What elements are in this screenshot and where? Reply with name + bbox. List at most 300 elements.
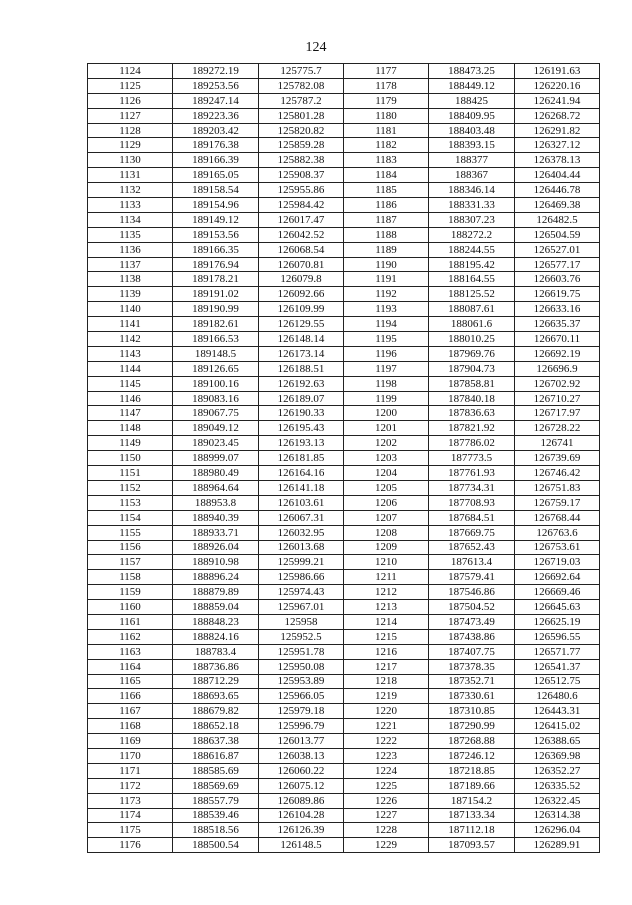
- x-coordinate-cell: 187330.61: [429, 689, 515, 704]
- x-coordinate-cell: 187858.81: [429, 376, 515, 391]
- y-coordinate-cell: 126369.98: [515, 748, 600, 763]
- point-number-cell: 1224: [344, 763, 429, 778]
- y-coordinate-cell: 126378.13: [515, 153, 600, 168]
- y-coordinate-cell: 126482.5: [515, 212, 600, 227]
- table-row: [88, 480, 600, 495]
- y-coordinate-cell: 126296.04: [515, 823, 600, 838]
- y-coordinate-cell: 126241.94: [515, 93, 600, 108]
- table-row: [88, 302, 600, 317]
- point-number-cell: 1225: [344, 778, 429, 793]
- y-coordinate-cell: 126504.59: [515, 227, 600, 242]
- x-coordinate-cell: 188940.39: [173, 510, 259, 525]
- y-coordinate-cell: 126190.33: [259, 406, 344, 421]
- point-number-cell: 1129: [88, 138, 173, 153]
- y-coordinate-cell: 126314.38: [515, 808, 600, 823]
- point-number-cell: 1162: [88, 629, 173, 644]
- point-number-cell: 1157: [88, 555, 173, 570]
- x-coordinate-cell: 188331.33: [429, 198, 515, 213]
- table-row: [88, 361, 600, 376]
- table-row: [88, 227, 600, 242]
- point-number-cell: 1158: [88, 570, 173, 585]
- point-number-cell: 1187: [344, 212, 429, 227]
- x-coordinate-cell: 188367: [429, 168, 515, 183]
- point-number-cell: 1218: [344, 674, 429, 689]
- page-number: 124: [305, 40, 327, 55]
- y-coordinate-cell: 126104.28: [259, 808, 344, 823]
- point-number-cell: 1183: [344, 153, 429, 168]
- x-coordinate-cell: 189100.16: [173, 376, 259, 391]
- y-coordinate-cell: 126446.78: [515, 183, 600, 198]
- x-coordinate-cell: 188393.15: [429, 138, 515, 153]
- x-coordinate-cell: 187189.66: [429, 778, 515, 793]
- y-coordinate-cell: 126188.51: [259, 361, 344, 376]
- table-row: [88, 793, 600, 808]
- table-row: [88, 78, 600, 93]
- table-row: [88, 421, 600, 436]
- point-number-cell: 1155: [88, 525, 173, 540]
- point-number-cell: 1184: [344, 168, 429, 183]
- y-coordinate-cell: 125955.86: [259, 183, 344, 198]
- point-number-cell: 1216: [344, 644, 429, 659]
- point-number-cell: 1176: [88, 838, 173, 853]
- x-coordinate-cell: 187473.49: [429, 614, 515, 629]
- point-number-cell: 1192: [344, 287, 429, 302]
- point-number-cell: 1154: [88, 510, 173, 525]
- point-number-cell: 1145: [88, 376, 173, 391]
- y-coordinate-cell: 126596.55: [515, 629, 600, 644]
- point-number-cell: 1197: [344, 361, 429, 376]
- y-coordinate-cell: 125950.08: [259, 659, 344, 674]
- y-coordinate-cell: 126126.39: [259, 823, 344, 838]
- y-coordinate-cell: 125984.42: [259, 198, 344, 213]
- y-coordinate-cell: 126415.02: [515, 719, 600, 734]
- x-coordinate-cell: 188652.18: [173, 719, 259, 734]
- x-coordinate-cell: 189023.45: [173, 436, 259, 451]
- table-row: [88, 391, 600, 406]
- x-coordinate-cell: 187786.02: [429, 436, 515, 451]
- x-coordinate-cell: 187133.34: [429, 808, 515, 823]
- point-number-cell: 1167: [88, 704, 173, 719]
- point-number-cell: 1217: [344, 659, 429, 674]
- x-coordinate-cell: 188879.89: [173, 585, 259, 600]
- y-coordinate-cell: 125951.78: [259, 644, 344, 659]
- y-coordinate-cell: 126619.75: [515, 287, 600, 302]
- x-coordinate-cell: 188910.98: [173, 555, 259, 570]
- y-coordinate-cell: 125958: [259, 614, 344, 629]
- point-number-cell: 1179: [344, 93, 429, 108]
- y-coordinate-cell: 126191.63: [515, 64, 600, 79]
- y-coordinate-cell: 126327.12: [515, 138, 600, 153]
- y-coordinate-cell: 125882.38: [259, 153, 344, 168]
- y-coordinate-cell: 126291.82: [515, 123, 600, 138]
- point-number-cell: 1214: [344, 614, 429, 629]
- y-coordinate-cell: 126220.16: [515, 78, 600, 93]
- coordinates-table: [87, 63, 600, 853]
- point-number-cell: 1141: [88, 317, 173, 332]
- point-number-cell: 1173: [88, 793, 173, 808]
- x-coordinate-cell: 189182.61: [173, 317, 259, 332]
- x-coordinate-cell: 187290.99: [429, 719, 515, 734]
- point-number-cell: 1220: [344, 704, 429, 719]
- point-number-cell: 1161: [88, 614, 173, 629]
- x-coordinate-cell: 187761.93: [429, 466, 515, 481]
- x-coordinate-cell: 188125.52: [429, 287, 515, 302]
- y-coordinate-cell: 126480.6: [515, 689, 600, 704]
- y-coordinate-cell: 126739.69: [515, 451, 600, 466]
- point-number-cell: 1175: [88, 823, 173, 838]
- y-coordinate-cell: 126068.54: [259, 242, 344, 257]
- y-coordinate-cell: 126759.17: [515, 495, 600, 510]
- y-coordinate-cell: 125986.66: [259, 570, 344, 585]
- y-coordinate-cell: 126751.83: [515, 480, 600, 495]
- x-coordinate-cell: 187836.63: [429, 406, 515, 421]
- x-coordinate-cell: 189083.16: [173, 391, 259, 406]
- point-number-cell: 1199: [344, 391, 429, 406]
- y-coordinate-cell: 126702.92: [515, 376, 600, 391]
- point-number-cell: 1228: [344, 823, 429, 838]
- y-coordinate-cell: 126089.86: [259, 793, 344, 808]
- x-coordinate-cell: 189154.96: [173, 198, 259, 213]
- y-coordinate-cell: 126148.5: [259, 838, 344, 853]
- point-number-cell: 1142: [88, 332, 173, 347]
- x-coordinate-cell: 188307.23: [429, 212, 515, 227]
- x-coordinate-cell: 188933.71: [173, 525, 259, 540]
- x-coordinate-cell: 188693.65: [173, 689, 259, 704]
- x-coordinate-cell: 189158.54: [173, 183, 259, 198]
- point-number-cell: 1128: [88, 123, 173, 138]
- x-coordinate-cell: 188585.69: [173, 763, 259, 778]
- table-row: [88, 257, 600, 272]
- y-coordinate-cell: 126075.12: [259, 778, 344, 793]
- point-number-cell: 1227: [344, 808, 429, 823]
- table-row: [88, 734, 600, 749]
- x-coordinate-cell: 187154.2: [429, 793, 515, 808]
- x-coordinate-cell: 189149.12: [173, 212, 259, 227]
- point-number-cell: 1213: [344, 600, 429, 615]
- point-number-cell: 1137: [88, 257, 173, 272]
- table-row: [88, 689, 600, 704]
- point-number-cell: 1172: [88, 778, 173, 793]
- x-coordinate-cell: 188473.25: [429, 64, 515, 79]
- point-number-cell: 1125: [88, 78, 173, 93]
- x-coordinate-cell: 188736.86: [173, 659, 259, 674]
- point-number-cell: 1149: [88, 436, 173, 451]
- x-coordinate-cell: 188999.07: [173, 451, 259, 466]
- y-coordinate-cell: 126181.85: [259, 451, 344, 466]
- point-number-cell: 1127: [88, 108, 173, 123]
- x-coordinate-cell: 189190.99: [173, 302, 259, 317]
- y-coordinate-cell: 126060.22: [259, 763, 344, 778]
- point-number-cell: 1131: [88, 168, 173, 183]
- point-number-cell: 1139: [88, 287, 173, 302]
- x-coordinate-cell: 189178.21: [173, 272, 259, 287]
- table-row: [88, 704, 600, 719]
- point-number-cell: 1156: [88, 540, 173, 555]
- y-coordinate-cell: 125859.28: [259, 138, 344, 153]
- y-coordinate-cell: 126017.47: [259, 212, 344, 227]
- x-coordinate-cell: 188346.14: [429, 183, 515, 198]
- x-coordinate-cell: 188164.55: [429, 272, 515, 287]
- point-number-cell: 1163: [88, 644, 173, 659]
- y-coordinate-cell: 126768.44: [515, 510, 600, 525]
- y-coordinate-cell: 125953.89: [259, 674, 344, 689]
- table-row: [88, 272, 600, 287]
- point-number-cell: 1168: [88, 719, 173, 734]
- table-row: [88, 317, 600, 332]
- point-number-cell: 1140: [88, 302, 173, 317]
- y-coordinate-cell: 126289.91: [515, 838, 600, 853]
- x-coordinate-cell: 189165.05: [173, 168, 259, 183]
- point-number-cell: 1196: [344, 346, 429, 361]
- table-row: [88, 600, 600, 615]
- point-number-cell: 1210: [344, 555, 429, 570]
- table-row: [88, 555, 600, 570]
- x-coordinate-cell: 188010.25: [429, 332, 515, 347]
- table-row: [88, 763, 600, 778]
- y-coordinate-cell: 125820.82: [259, 123, 344, 138]
- x-coordinate-cell: 187669.75: [429, 525, 515, 540]
- x-coordinate-cell: 187438.86: [429, 629, 515, 644]
- point-number-cell: 1180: [344, 108, 429, 123]
- point-number-cell: 1171: [88, 763, 173, 778]
- point-number-cell: 1200: [344, 406, 429, 421]
- point-number-cell: 1151: [88, 466, 173, 481]
- y-coordinate-cell: 125979.18: [259, 704, 344, 719]
- point-number-cell: 1203: [344, 451, 429, 466]
- point-number-cell: 1201: [344, 421, 429, 436]
- table-row: [88, 123, 600, 138]
- table-row: [88, 614, 600, 629]
- point-number-cell: 1147: [88, 406, 173, 421]
- x-coordinate-cell: 187546.86: [429, 585, 515, 600]
- point-number-cell: 1130: [88, 153, 173, 168]
- y-coordinate-cell: 126079.8: [259, 272, 344, 287]
- x-coordinate-cell: 189166.35: [173, 242, 259, 257]
- y-coordinate-cell: 126042.52: [259, 227, 344, 242]
- point-number-cell: 1202: [344, 436, 429, 451]
- point-number-cell: 1152: [88, 480, 173, 495]
- x-coordinate-cell: 188964.64: [173, 480, 259, 495]
- x-coordinate-cell: 189203.42: [173, 123, 259, 138]
- y-coordinate-cell: 126148.14: [259, 332, 344, 347]
- point-number-cell: 1181: [344, 123, 429, 138]
- x-coordinate-cell: 188980.49: [173, 466, 259, 481]
- x-coordinate-cell: 189247.14: [173, 93, 259, 108]
- x-coordinate-cell: 188377: [429, 153, 515, 168]
- y-coordinate-cell: 125966.05: [259, 689, 344, 704]
- table-row: [88, 510, 600, 525]
- y-coordinate-cell: 126070.81: [259, 257, 344, 272]
- y-coordinate-cell: 126633.16: [515, 302, 600, 317]
- y-coordinate-cell: 126512.75: [515, 674, 600, 689]
- x-coordinate-cell: 187773.5: [429, 451, 515, 466]
- x-coordinate-cell: 189253.56: [173, 78, 259, 93]
- point-number-cell: 1211: [344, 570, 429, 585]
- x-coordinate-cell: 189223.36: [173, 108, 259, 123]
- point-number-cell: 1223: [344, 748, 429, 763]
- table-row: [88, 376, 600, 391]
- y-coordinate-cell: 126268.72: [515, 108, 600, 123]
- x-coordinate-cell: 188061.6: [429, 317, 515, 332]
- point-number-cell: 1134: [88, 212, 173, 227]
- y-coordinate-cell: 126719.03: [515, 555, 600, 570]
- point-number-cell: 1165: [88, 674, 173, 689]
- x-coordinate-cell: 188425: [429, 93, 515, 108]
- x-coordinate-cell: 188087.61: [429, 302, 515, 317]
- table-row: [88, 466, 600, 481]
- table-row: [88, 406, 600, 421]
- point-number-cell: 1204: [344, 466, 429, 481]
- x-coordinate-cell: 187613.4: [429, 555, 515, 570]
- x-coordinate-cell: 187504.52: [429, 600, 515, 615]
- y-coordinate-cell: 126195.43: [259, 421, 344, 436]
- x-coordinate-cell: 188569.69: [173, 778, 259, 793]
- table-row: [88, 808, 600, 823]
- table-row: [88, 778, 600, 793]
- y-coordinate-cell: 126603.76: [515, 272, 600, 287]
- x-coordinate-cell: 189126.65: [173, 361, 259, 376]
- x-coordinate-cell: 187218.85: [429, 763, 515, 778]
- point-number-cell: 1182: [344, 138, 429, 153]
- y-coordinate-cell: 126038.13: [259, 748, 344, 763]
- point-number-cell: 1124: [88, 64, 173, 79]
- point-number-cell: 1150: [88, 451, 173, 466]
- x-coordinate-cell: 188926.04: [173, 540, 259, 555]
- x-coordinate-cell: 189166.53: [173, 332, 259, 347]
- table-row: [88, 436, 600, 451]
- table-row: [88, 242, 600, 257]
- y-coordinate-cell: 126728.22: [515, 421, 600, 436]
- x-coordinate-cell: 188518.56: [173, 823, 259, 838]
- table-row: [88, 183, 600, 198]
- y-coordinate-cell: 125782.08: [259, 78, 344, 93]
- point-number-cell: 1148: [88, 421, 173, 436]
- x-coordinate-cell: 187268.88: [429, 734, 515, 749]
- y-coordinate-cell: 126032.95: [259, 525, 344, 540]
- x-coordinate-cell: 188403.48: [429, 123, 515, 138]
- y-coordinate-cell: 126013.77: [259, 734, 344, 749]
- table-row: [88, 525, 600, 540]
- point-number-cell: 1190: [344, 257, 429, 272]
- point-number-cell: 1193: [344, 302, 429, 317]
- y-coordinate-cell: 125974.43: [259, 585, 344, 600]
- point-number-cell: 1205: [344, 480, 429, 495]
- point-number-cell: 1164: [88, 659, 173, 674]
- y-coordinate-cell: 126692.19: [515, 346, 600, 361]
- x-coordinate-cell: 187310.85: [429, 704, 515, 719]
- x-coordinate-cell: 188637.38: [173, 734, 259, 749]
- point-number-cell: 1174: [88, 808, 173, 823]
- y-coordinate-cell: 126469.38: [515, 198, 600, 213]
- table-row: [88, 585, 600, 600]
- y-coordinate-cell: 126404.44: [515, 168, 600, 183]
- table-row: [88, 168, 600, 183]
- point-number-cell: 1143: [88, 346, 173, 361]
- point-number-cell: 1160: [88, 600, 173, 615]
- point-number-cell: 1195: [344, 332, 429, 347]
- y-coordinate-cell: 125775.7: [259, 64, 344, 79]
- point-number-cell: 1177: [344, 64, 429, 79]
- x-coordinate-cell: 187093.57: [429, 838, 515, 853]
- y-coordinate-cell: 126753.61: [515, 540, 600, 555]
- y-coordinate-cell: 126571.77: [515, 644, 600, 659]
- x-coordinate-cell: 189049.12: [173, 421, 259, 436]
- point-number-cell: 1229: [344, 838, 429, 853]
- point-number-cell: 1153: [88, 495, 173, 510]
- y-coordinate-cell: 126746.42: [515, 466, 600, 481]
- y-coordinate-cell: 126443.31: [515, 704, 600, 719]
- x-coordinate-cell: 187579.41: [429, 570, 515, 585]
- y-coordinate-cell: 125996.79: [259, 719, 344, 734]
- y-coordinate-cell: 126625.19: [515, 614, 600, 629]
- y-coordinate-cell: 125801.28: [259, 108, 344, 123]
- y-coordinate-cell: 126067.31: [259, 510, 344, 525]
- point-number-cell: 1222: [344, 734, 429, 749]
- x-coordinate-cell: 187734.31: [429, 480, 515, 495]
- point-number-cell: 1159: [88, 585, 173, 600]
- x-coordinate-cell: 187407.75: [429, 644, 515, 659]
- y-coordinate-cell: 125787.2: [259, 93, 344, 108]
- y-coordinate-cell: 126692.64: [515, 570, 600, 585]
- point-number-cell: 1207: [344, 510, 429, 525]
- y-coordinate-cell: 126322.45: [515, 793, 600, 808]
- point-number-cell: 1188: [344, 227, 429, 242]
- y-coordinate-cell: 126129.55: [259, 317, 344, 332]
- table-row: [88, 719, 600, 734]
- y-coordinate-cell: 126173.14: [259, 346, 344, 361]
- y-coordinate-cell: 126741: [515, 436, 600, 451]
- y-coordinate-cell: 126577.17: [515, 257, 600, 272]
- x-coordinate-cell: 188449.12: [429, 78, 515, 93]
- point-number-cell: 1178: [344, 78, 429, 93]
- y-coordinate-cell: 126193.13: [259, 436, 344, 451]
- point-number-cell: 1133: [88, 198, 173, 213]
- table-row: [88, 451, 600, 466]
- x-coordinate-cell: 187652.43: [429, 540, 515, 555]
- point-number-cell: 1169: [88, 734, 173, 749]
- table-row: [88, 287, 600, 302]
- y-coordinate-cell: 126352.27: [515, 763, 600, 778]
- y-coordinate-cell: 125908.37: [259, 168, 344, 183]
- y-coordinate-cell: 126717.97: [515, 406, 600, 421]
- x-coordinate-cell: 187246.12: [429, 748, 515, 763]
- y-coordinate-cell: 126109.99: [259, 302, 344, 317]
- x-coordinate-cell: 188616.87: [173, 748, 259, 763]
- y-coordinate-cell: 126192.63: [259, 376, 344, 391]
- x-coordinate-cell: 188824.16: [173, 629, 259, 644]
- x-coordinate-cell: 187112.18: [429, 823, 515, 838]
- table-row: [88, 570, 600, 585]
- table-row: [88, 64, 600, 79]
- table-row: [88, 644, 600, 659]
- x-coordinate-cell: 189148.5: [173, 346, 259, 361]
- y-coordinate-cell: 126696.9: [515, 361, 600, 376]
- point-number-cell: 1146: [88, 391, 173, 406]
- table-body: [88, 64, 600, 853]
- x-coordinate-cell: 188679.82: [173, 704, 259, 719]
- y-coordinate-cell: 126527.01: [515, 242, 600, 257]
- x-coordinate-cell: 188848.23: [173, 614, 259, 629]
- point-number-cell: 1185: [344, 183, 429, 198]
- point-number-cell: 1166: [88, 689, 173, 704]
- x-coordinate-cell: 188244.55: [429, 242, 515, 257]
- y-coordinate-cell: 126645.63: [515, 600, 600, 615]
- table-row: [88, 674, 600, 689]
- point-number-cell: 1206: [344, 495, 429, 510]
- y-coordinate-cell: 125967.01: [259, 600, 344, 615]
- x-coordinate-cell: 187840.18: [429, 391, 515, 406]
- x-coordinate-cell: 188557.79: [173, 793, 259, 808]
